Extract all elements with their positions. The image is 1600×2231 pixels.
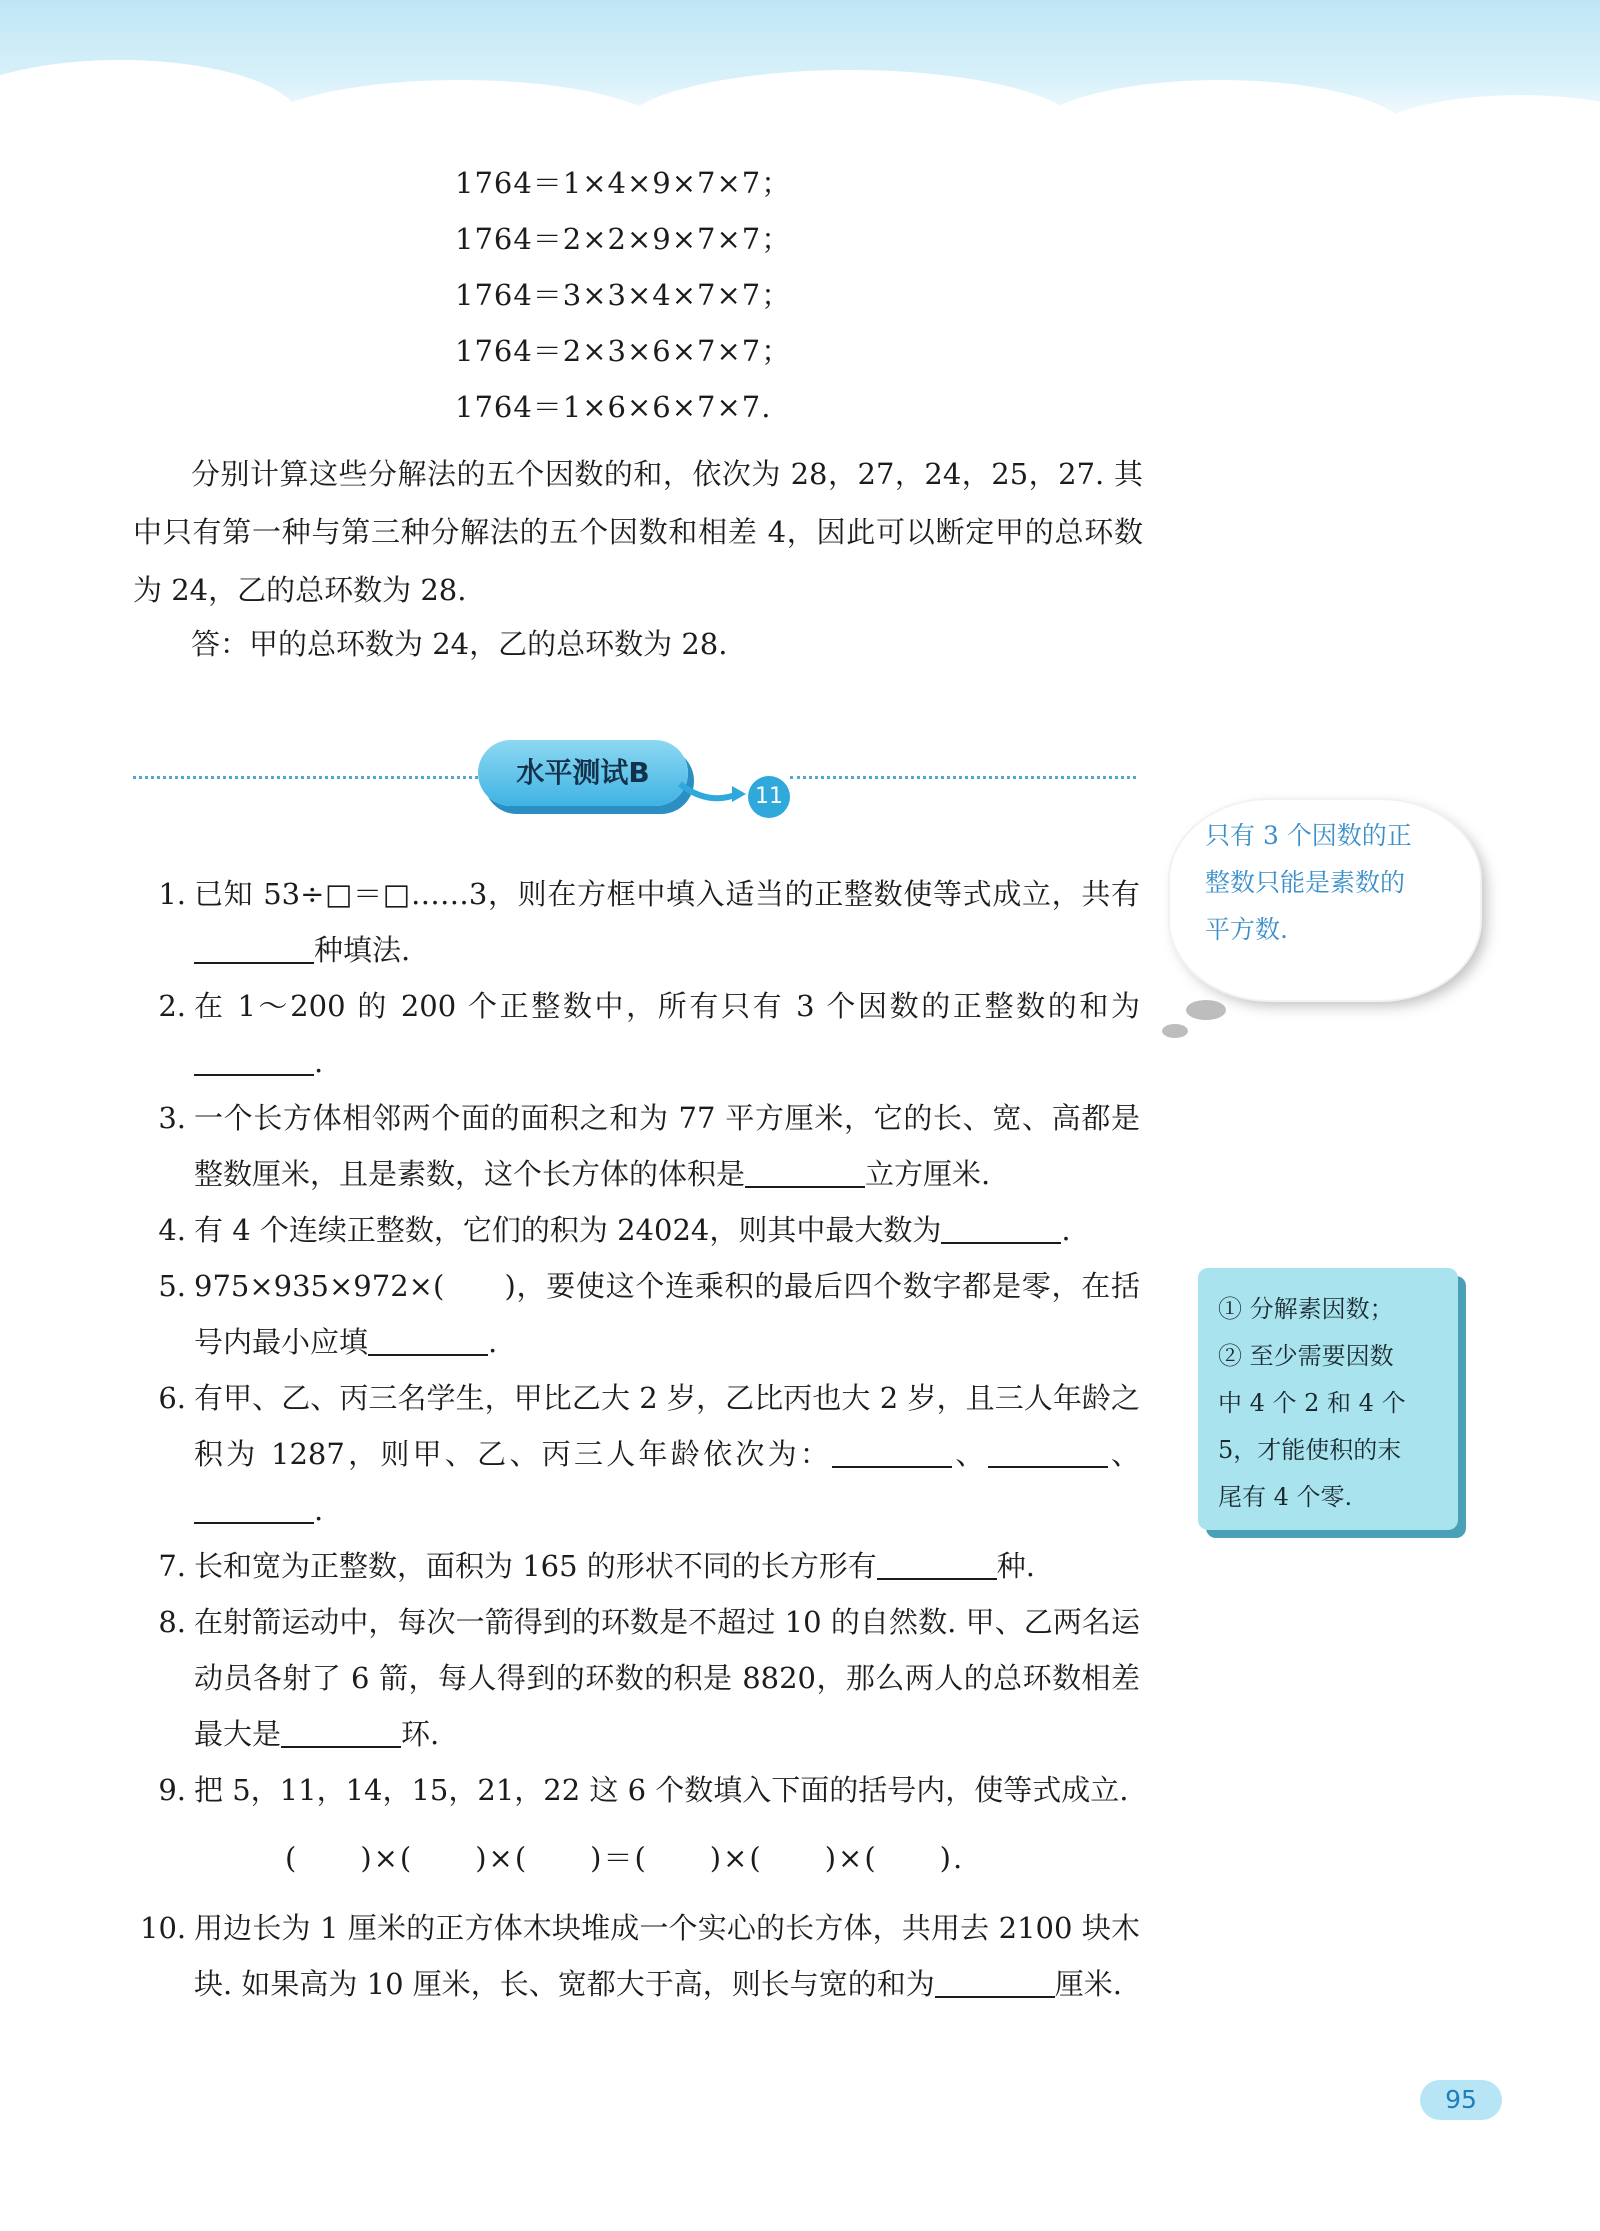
question-8 — [140, 1594, 1140, 1762]
bubble-tail-dot — [1186, 1000, 1226, 1020]
question-2 — [140, 978, 1140, 1090]
question-10 — [140, 1900, 1140, 2012]
question-5 — [140, 1258, 1140, 1370]
dotted-divider — [790, 776, 1136, 779]
hint-box-line: ② 至少需要因数 — [1218, 1342, 1394, 1370]
equation-line: 1764＝1×6×6×7×7. — [455, 390, 772, 424]
question-text: 一个长方体相邻两个面的面积之和为 77 平方厘米，它的长、宽、高都是整数厘米，且是素数，这个长方体的体积是 — [194, 1101, 1140, 1191]
answer-blank — [745, 1156, 865, 1188]
cloud-shape — [0, 60, 300, 180]
factorization-list — [455, 155, 955, 435]
solution-text: 分别计算这些分解法的五个因数的和，依次为 28，27，24，25，27. 其中只有第一种与第三种分解法的五个因数和相差 4，因此可以断定甲的总环数为 24，乙的总环数为 28. — [133, 457, 1143, 607]
question-number: 2. — [158, 989, 186, 1023]
section-title: 水平测试B — [516, 756, 650, 789]
question-number: 8. — [158, 1605, 186, 1639]
cloud-shape — [1360, 95, 1600, 195]
question-text-tail: . — [488, 1325, 498, 1359]
question-3 — [140, 1090, 1140, 1202]
question-number: 4. — [158, 1213, 186, 1247]
answer-blank — [935, 1966, 1055, 1998]
question-text-tail: . — [1061, 1213, 1071, 1247]
question-number: 10. — [140, 1911, 187, 1945]
question-number: 6. — [158, 1381, 186, 1415]
question-9 — [140, 1762, 1140, 1818]
answer-paragraph — [133, 615, 1143, 673]
section-title-badge — [478, 740, 688, 806]
answer-blank — [877, 1548, 997, 1580]
hint-bubble-line: 平方数. — [1205, 915, 1288, 944]
answer-blank — [941, 1212, 1061, 1244]
question-text-tail: 立方厘米. — [865, 1157, 991, 1191]
question-text: 已知 53÷□＝□……3，则在方框中填入适当的正整数使等式成立，共有 — [194, 877, 1140, 911]
question-text-tail: 种填法. — [314, 933, 411, 967]
equation-line: 1764＝2×2×9×7×7； — [455, 222, 792, 256]
question-text: 975×935×972×( )，要使这个连乘积的最后四个数字都是零，在括号内最小应填 — [194, 1269, 1140, 1359]
equation-template: ( )×( )×( )＝( )×( )×( ). — [285, 1841, 965, 1875]
hint-box-line: 5，才能使积的末 — [1218, 1436, 1402, 1464]
question-text-tail: . — [314, 1493, 324, 1527]
equation-line: 1764＝2×3×6×7×7； — [455, 334, 792, 368]
hint-box-line: 尾有 4 个零. — [1218, 1483, 1353, 1511]
question-7 — [140, 1538, 1140, 1594]
hint-bubble-line: 只有 3 个因数的正 — [1205, 821, 1412, 850]
answer-blank — [194, 1492, 314, 1524]
question-text-tail: . — [314, 1045, 324, 1079]
question-number: 7. — [158, 1549, 186, 1583]
answer-blank — [368, 1324, 488, 1356]
hint-box-line: ① 分解素因数； — [1218, 1295, 1394, 1323]
question-6 — [140, 1370, 1140, 1538]
question-text: 有 4 个连续正整数，它们的积为 24024，则其中最大数为 — [194, 1213, 942, 1247]
question-number: 5. — [158, 1269, 186, 1303]
question-text: 在 1～200 的 200 个正整数中，所有只有 3 个因数的正整数的和为 — [194, 989, 1140, 1023]
equation-line: 1764＝3×3×4×7×7； — [455, 278, 792, 312]
answer-text: 答：甲的总环数为 24，乙的总环数为 28. — [191, 627, 728, 661]
question-text: 把 5，11，14，15，21，22 这 6 个数填入下面的括号内，使等式成立. — [194, 1773, 1129, 1807]
question-number: 9. — [158, 1773, 186, 1807]
answer-blank — [281, 1716, 401, 1748]
separator: 、 — [1107, 1437, 1140, 1471]
page-number: 95 — [1420, 2080, 1502, 2120]
bubble-tail-dot — [1162, 1024, 1188, 1038]
equation-line: 1764＝1×4×9×7×7； — [455, 166, 792, 200]
question-text-tail: 种. — [996, 1549, 1036, 1583]
answer-blank — [194, 1044, 314, 1076]
question-4 — [140, 1202, 1140, 1258]
answer-blank — [832, 1436, 952, 1468]
solution-paragraph — [133, 445, 1143, 619]
answer-blank — [194, 932, 314, 964]
hint-box-text — [1218, 1286, 1446, 1521]
hint-box — [1198, 1268, 1458, 1530]
question-1 — [140, 866, 1140, 978]
question-number: 1. — [158, 877, 186, 911]
section-number: 11 — [748, 776, 790, 818]
swoosh-arrow-icon — [678, 780, 748, 810]
answer-blank — [988, 1436, 1108, 1468]
question-text-tail: 环. — [401, 1717, 440, 1751]
question-text: 长和宽为正整数，面积为 165 的形状不同的长方形有 — [194, 1549, 877, 1583]
hint-box-line: 中 4 个 2 和 4 个 — [1218, 1389, 1406, 1417]
question-text: 在射箭运动中，每次一箭得到的环数是不超过 10 的自然数. 甲、乙两名运动员各射了 6 箭，每人得到的环数的积是 8820，那么两人的总环数相差最大是 — [194, 1605, 1140, 1751]
header-sky-band — [0, 0, 1600, 135]
question-text: 用边长为 1 厘米的正方体木块堆成一个实心的长方体，共用去 2100 块木块. 如果高为 10 厘米，长、宽都大于高，则长与宽的和为 — [194, 1911, 1140, 2001]
question-number: 3. — [158, 1101, 186, 1135]
hint-bubble-line: 整数只能是素数的 — [1205, 868, 1406, 897]
cloud-shape — [1030, 80, 1410, 190]
dotted-divider — [133, 776, 478, 779]
question-text-tail: 厘米. — [1054, 1967, 1122, 2001]
separator: 、 — [952, 1437, 988, 1471]
question-text: 有甲、乙、丙三名学生，甲比乙大 2 岁，乙比丙也大 2 岁，且三人年龄之积为 1287，则甲、乙、丙三人年龄依次为： — [194, 1381, 1140, 1471]
